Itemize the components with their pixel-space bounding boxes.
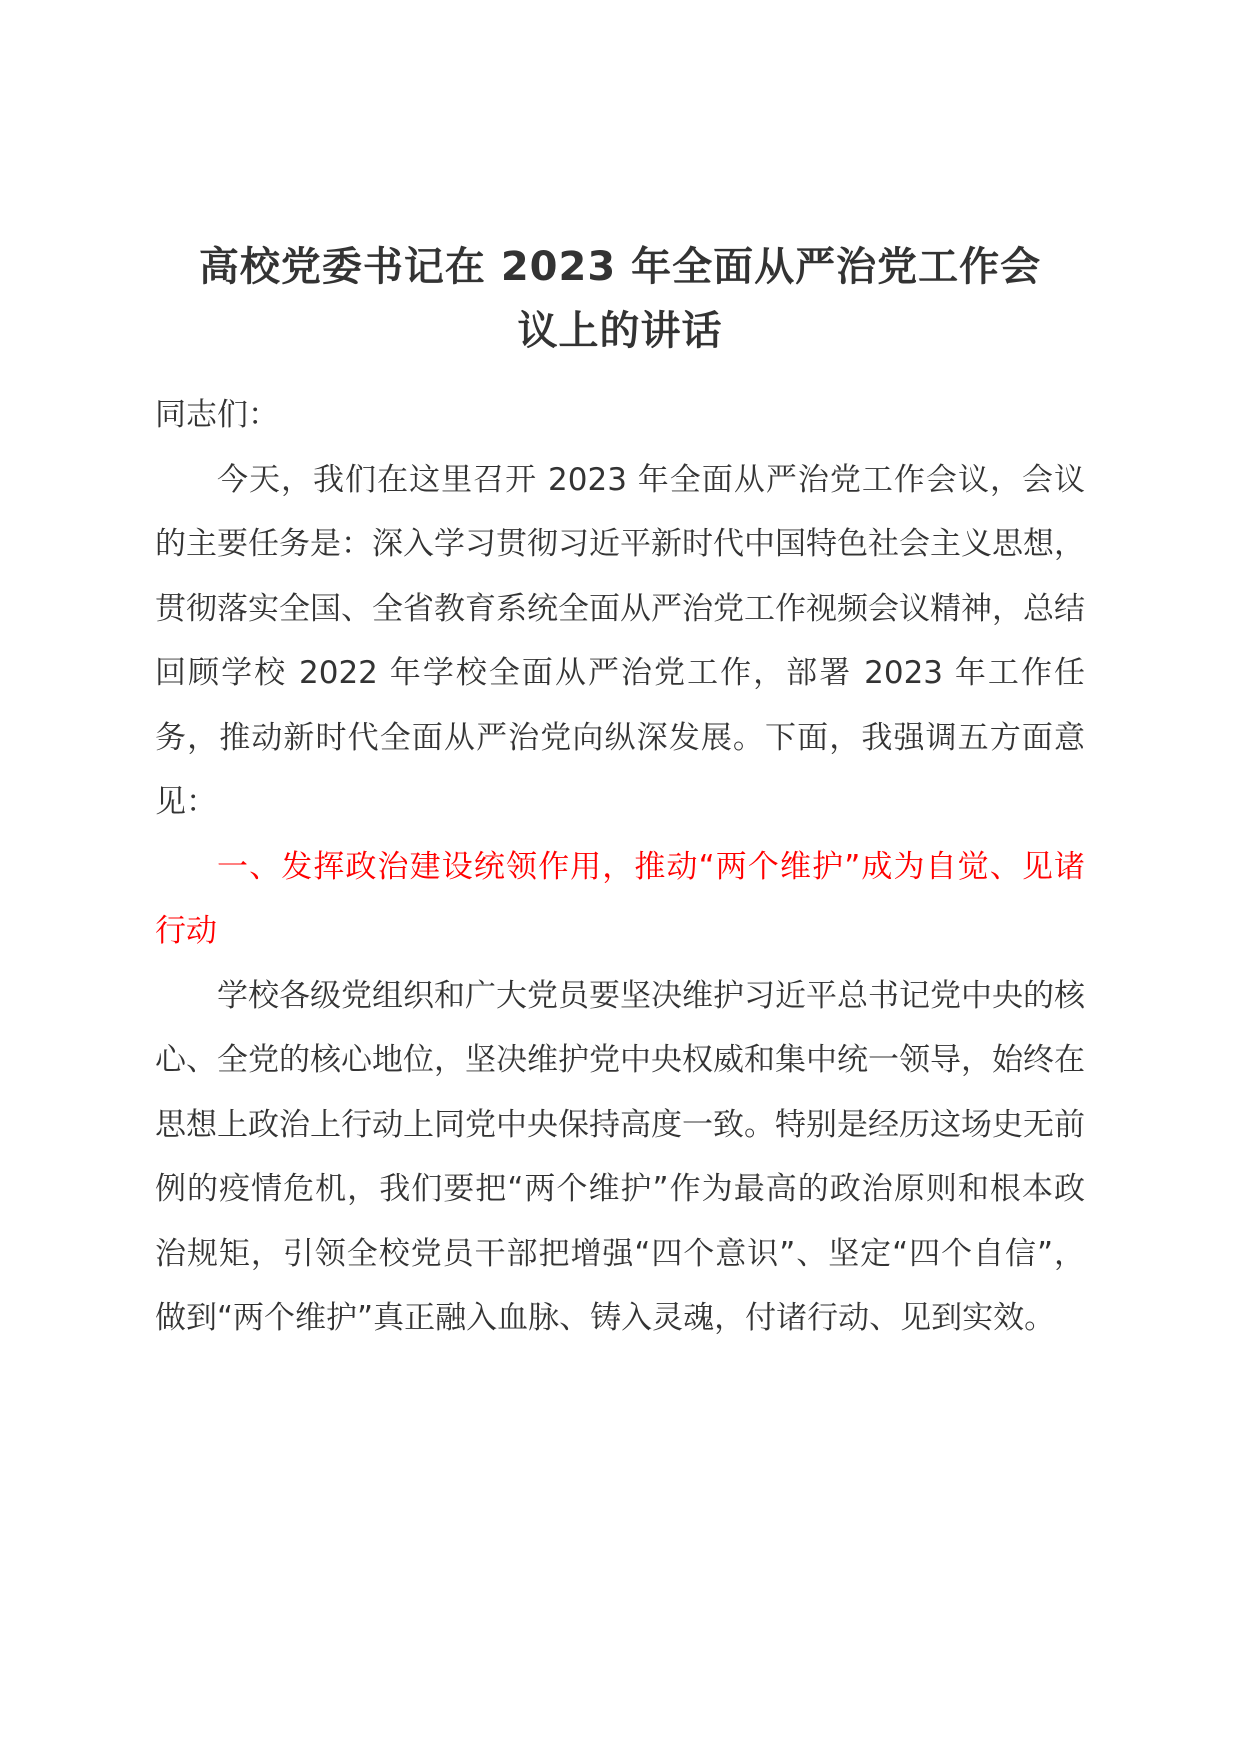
salutation: 同志们：	[155, 397, 279, 433]
document-title	[155, 235, 1085, 363]
title-line-1: 高校党委书记在 2023 年全面从严治党工作会	[198, 244, 1042, 290]
section-1-heading: 一、发挥政治建设统领作用，推动“两个维护”成为自觉、见诸行动	[155, 848, 1085, 949]
document-page	[155, 235, 1085, 1351]
intro-paragraph: 今天，我们在这里召开 2023 年全面从严治党工作会议，会议的主要任务是：深入学习贯彻习近平新时代中国特色社会主义思想，贯彻落实全国、全省教育系统全面从严治党工作视频会议精神，总结回顾学校 2022 年学校全面从严治党工作，部署 2023 年工作任务，推动新时代全面从严治党向纵深发展。下面，我强调五方面意见：	[155, 461, 1085, 820]
section-1-body: 学校各级党组织和广大党员要坚决维护习近平总书记党中央的核心、全党的核心地位，坚决维护党中央权威和集中统一领导，始终在思想上政治上行动上同党中央保持高度一致。特别是经历这场史无前例的疫情危机，我们要把“两个维护”作为最高的政治原则和根本政治规矩，引领全校党员干部把增强“四个意识”、坚定“四个自信”，做到“两个维护”真正融入血脉、铸入灵魂，付诸行动、见到实效。	[155, 977, 1085, 1336]
title-line-2: 议上的讲话	[517, 308, 723, 354]
